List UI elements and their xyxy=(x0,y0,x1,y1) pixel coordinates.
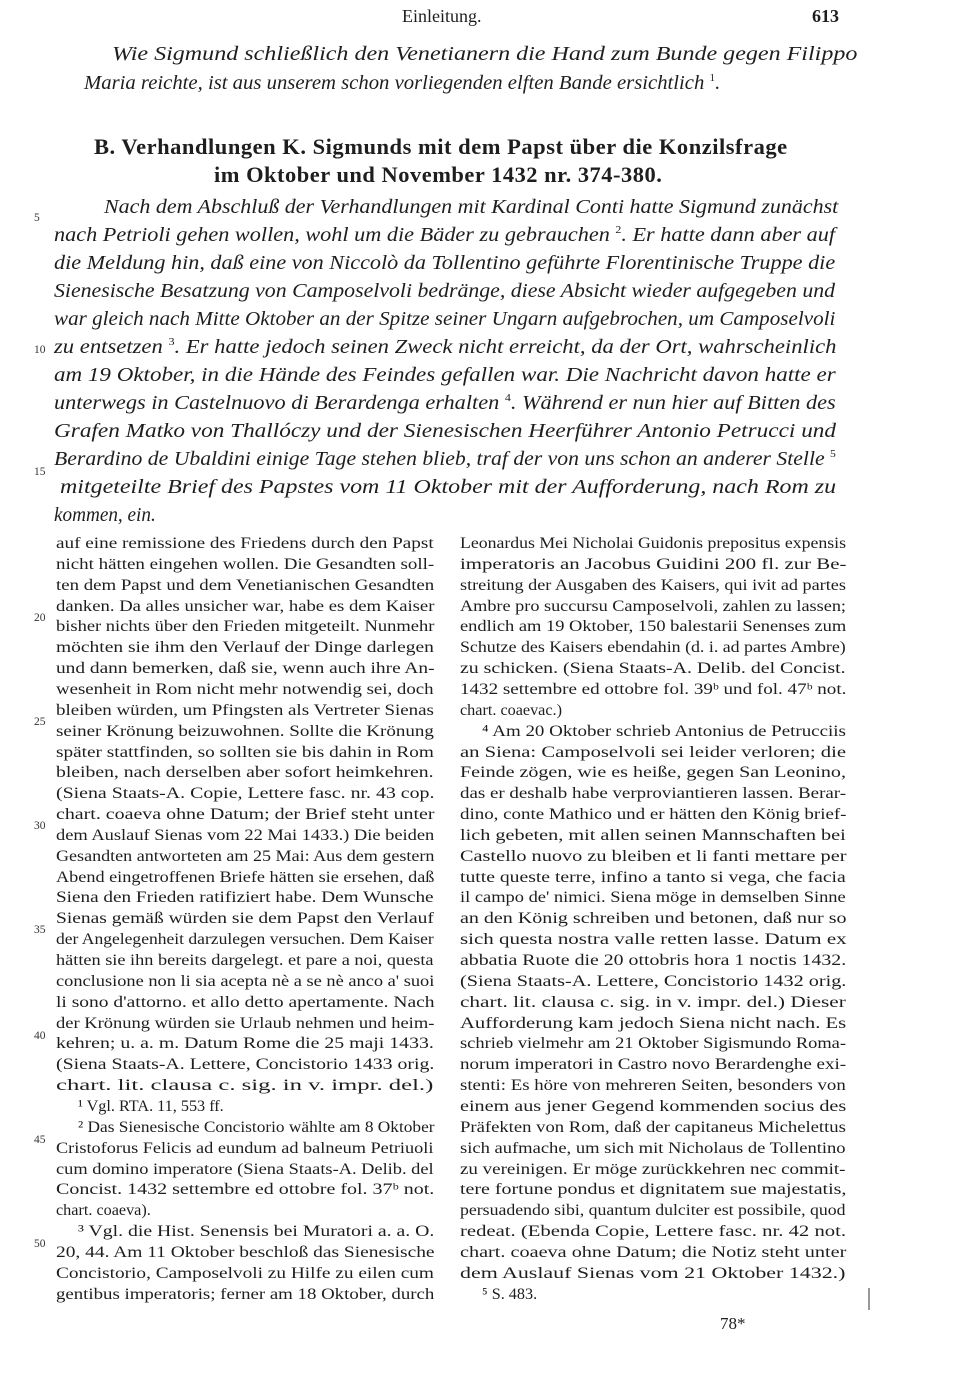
footnote-line: lich gebeten, mit allen seinen Mannschaften bei xyxy=(460,825,846,844)
footnote-line: il campo de' nimici. Siena möge in demselben Sinne xyxy=(460,888,846,907)
footnote-line: chart. coaeva). xyxy=(56,1201,151,1220)
footnote-line: ⁴ Am 20 Oktober schrieb Antonius de Petrucciis xyxy=(482,721,846,740)
text-run: war gleich nach Mitte Oktober an der Spitze seiner Ungarn aufgebrochen, um Camposelvoli xyxy=(54,308,836,330)
footnote-line: sich questa nostra valle retten lasse. Datum ex xyxy=(460,930,847,949)
footnote-line: ² Das Sienesische Concistorio wählte am 8 Oktober xyxy=(78,1117,435,1136)
footnote-line: einem aus jener Gegend kommenden socius des xyxy=(460,1096,847,1115)
line-number: 25 xyxy=(34,716,46,728)
footnote-line: cum domino imperatore (Siena Staats-A. Delib. del xyxy=(56,1159,434,1178)
text-run: Nach dem Abschluß der Verhandlungen mit Kardinal Conti hatte Sigmund zunächst xyxy=(104,196,839,218)
footnote-line: bleiben würden, um Pfingsten als Vertreter Sienas xyxy=(56,700,434,719)
line-number: 30 xyxy=(34,820,46,832)
text-run: Grafen Matko von Thallóczy und der Sienesischen Heerführer Antonio Petrucci und xyxy=(54,420,837,442)
signature-mark: 78* xyxy=(720,1314,746,1333)
footnote-line: bleiben, nach derselben aber sofort heimkehren. xyxy=(56,763,434,782)
footnote-line: abbatia Ruote die 20 ottobris hora 1 noctis 1432. xyxy=(460,951,847,969)
footnote-line: Aufforderung kam jedoch Siena nicht nach. Es xyxy=(460,1013,847,1032)
text-run: . Er hatte jedoch seinen Zweck nicht erreicht, da der Ort, wahrscheinlich xyxy=(174,336,837,358)
footnote-line: Gesandten antworteten am 25 Mai: Aus dem gestern xyxy=(56,846,435,865)
footnote-line: chart. lit. clausa c. sig. in v. impr. del.) Dieser xyxy=(460,992,846,1011)
footnote-line: redeat. (Ebenda Copie, Lettere fasc. nr. 42 not. xyxy=(460,1222,847,1241)
footnote-line: norum imperatori in Castro novo Berardenghe exi- xyxy=(460,1055,847,1074)
footnote-line: li sono d'attorno. et allo detto apertamente. Nach xyxy=(56,992,435,1011)
text-run: unterwegs in Castelnuovo di Berardenga erhalten xyxy=(54,392,505,414)
text-run: die Meldung hin, daß eine von Niccolò da Tollentino geführte Florentinische Truppe die xyxy=(54,252,836,274)
footnote-line: Castello nuovo zu bleiben et li fanti mettare per xyxy=(460,846,847,865)
footnote-line: chart. coaeva ohne Datum; die Notiz steht unter xyxy=(460,1242,847,1261)
footnote-ref: 5 xyxy=(830,448,836,461)
footnote-line: der Krönung würden sie Urlaub nehmen und heim- xyxy=(56,1013,435,1032)
footnote-line: Siena den Frieden ratifiziert habe. Dem Wunsche xyxy=(56,888,434,907)
footnote-ref: 4 xyxy=(504,392,511,405)
footnote-ref: 2 xyxy=(615,224,622,237)
text-run: Wie Sigmund schließlich den Venetianern die Hand zum Bunde gegen Filippo xyxy=(112,43,858,65)
footnote-line: seiner Krönung beizuwohnen. Sollte die Krönung xyxy=(56,721,434,740)
footnote-line: chart. coaevac.) xyxy=(460,700,562,719)
footnote-line: dem Auslauf Sienas vom 21 Oktober 1432.) xyxy=(460,1263,846,1282)
intro-line xyxy=(84,72,720,95)
text-run: Maria reichte, ist aus unserem schon vorliegenden elften Bande ersichtlich xyxy=(84,72,710,94)
footnote-line: Sienas gemäß würden sie dem Papst den Verlauf xyxy=(56,909,434,928)
footnote-line: zu schicken. (Siena Staats-A. Delib. del Concist. xyxy=(460,659,846,678)
footnote-line: (Siena Staats-A. Copie, Lettere fasc. nr. 43 cop. xyxy=(56,784,435,803)
footnote-line: Schutze des Kaisers ebendahin (d. i. ad partes Ambre) xyxy=(460,638,846,657)
footnote-line: an Siena: Camposelvoli sei leider verloren; die xyxy=(460,742,846,761)
footnote-line: tere fortune pondus et dignitatem sue majestatis, xyxy=(460,1180,847,1199)
body-line xyxy=(104,196,838,219)
footnote-line: das er deshalb habe verproviantieren lassen. Berar- xyxy=(460,784,847,803)
footnote-ref: 1 xyxy=(709,72,716,85)
footnote-line: Abend eingetroffenen Briefe hätten sie ersehen, daß xyxy=(56,867,435,886)
line-number: 35 xyxy=(34,924,46,936)
footnote-line: gentibus imperatoris; ferner am 18 Oktober, durch xyxy=(56,1284,435,1303)
footnote-ref: 3 xyxy=(168,336,175,349)
footnote-line: sich aufmache, um sich mit Nicholaus de Tollentino xyxy=(460,1138,846,1157)
footnote-line: auf eine remissione des Friedens durch den Papst xyxy=(56,534,434,552)
running-title: Einleitung. xyxy=(402,6,482,26)
body-line xyxy=(54,448,836,471)
body-line xyxy=(54,252,835,275)
body-line xyxy=(54,420,836,443)
footnote-line: streitung der Ausgaben des Kaisers, qui ivit ad partes xyxy=(460,575,846,594)
footnote-line: später stattfinden, so sollten sie bis dahin in Rom xyxy=(56,742,434,761)
footnote-line: dino, conte Mathico und er hätten den König brief- xyxy=(460,805,847,824)
line-number: 15 xyxy=(34,466,46,478)
body-line xyxy=(54,336,837,359)
text-run: nach Petrioli gehen wollen, wohl um die Bäder zu gebrauchen xyxy=(54,224,616,246)
footnote-line: (Siena Staats-A. Lettere, Concistorio 1432 orig. xyxy=(460,971,847,990)
body-line xyxy=(54,224,835,247)
line-number: 40 xyxy=(34,1030,46,1042)
text-run: . Während er nun hier auf Bitten des xyxy=(510,392,836,414)
body-line xyxy=(54,280,835,303)
body-line xyxy=(54,308,835,331)
body-line xyxy=(54,392,836,415)
body-line xyxy=(54,504,156,527)
text-run: zu entsetzen xyxy=(54,336,169,358)
footnote-line: an den König schreiben und betonen, daß nur so xyxy=(460,909,847,928)
line-number: 5 xyxy=(34,212,40,224)
text-run: Berardino de Ubaldini einige Tage stehen blieb, traf der von uns schon an anderer Stelle xyxy=(54,448,831,470)
scan-mark xyxy=(868,1288,870,1310)
footnote-line: Feinde zögen, wie es heiße, gegen San Leonino, xyxy=(460,763,846,782)
footnote-line: hätten sie ihn bereits dargelegt. et pare a noi, questa xyxy=(56,951,434,969)
section-title-line: B. Verhandlungen K. Sigmunds mit dem Papst über die Konzilsfrage xyxy=(94,134,788,159)
footnote-line: Cristoforus Felicis ad eundum ad balneum Petriuoli xyxy=(56,1138,434,1157)
footnote-line: Ambre pro succursu Camposelvoli, zahlen zu lassen; xyxy=(460,596,846,615)
text-run: . Er hatte dann aber auf xyxy=(621,224,836,246)
page-number: 613 xyxy=(812,6,839,26)
footnote-line: Concistorio, Camposelvoli zu Hilfe zu eilen cum xyxy=(56,1263,434,1282)
footnote-line: zu vereinigen. Er möge zurückkehren nec commit- xyxy=(460,1159,846,1178)
text-run: Sienesische Besatzung von Camposelvoli bedränge, diese Absicht wieder aufgegeben und xyxy=(54,280,836,302)
footnote-line: Leonardus Mei Nicholai Guidonis prepositus expensis xyxy=(460,534,847,552)
footnote-line: der Angelegenheit darzulegen versuchen. Dem Kaiser xyxy=(56,930,434,949)
footnote-line: Concist. 1432 settembre ed ottobre fol. 37ᵇ not. xyxy=(56,1180,435,1199)
line-number: 20 xyxy=(34,612,46,624)
text-run: mitgeteilte Brief des Papstes vom 11 Oktober mit der Aufforderung, nach Rom zu xyxy=(60,476,837,498)
body-line xyxy=(54,364,836,387)
footnote-line: Präfekten von Rom, daß der capitaneus Michelettus xyxy=(460,1117,846,1136)
footnote-line: kehren; u. a. m. Datum Rome die 25 maji 1433. xyxy=(56,1034,434,1053)
body-line xyxy=(60,476,836,499)
text-run: kommen, ein. xyxy=(54,504,156,526)
footnote-line: stenti: Es höre von mehreren Seiten, besonders von xyxy=(460,1076,846,1095)
footnote-line: tutte queste terre, infino a tanto si vega, che facia xyxy=(460,867,846,886)
line-number: 50 xyxy=(34,1238,46,1250)
footnote-line: möchten sie ihm den Verlauf der Dinge darlegen xyxy=(56,638,434,657)
footnote-line: und dann bemerken, daß sie, wenn auch ihre An- xyxy=(56,659,435,678)
footnote-line: bisher nichts über den Frieden mitgeteilt. Nunmehr xyxy=(56,617,435,636)
footnote-line: (Siena Staats-A. Lettere, Concistorio 1433 orig. xyxy=(56,1055,435,1074)
footnote-line: dem Auslauf Sienas vom 22 Mai 1433.) Die beiden xyxy=(56,825,435,844)
footnote-line: ⁵ S. 483. xyxy=(482,1284,538,1303)
footnote-line: persuadendo sibi, quantum dulciter est possibile, quod xyxy=(460,1201,846,1220)
footnote-line: danken. Da alles unsicher war, habe es dem Kaiser xyxy=(56,596,435,615)
text-run: am 19 Oktober, in die Hände des Feindes gefallen war. Die Nachricht davon hatte er xyxy=(54,364,836,386)
footnote-line: conclusione non li sia acepta nè a se nè anco a' suoi xyxy=(56,971,435,990)
footnote-line: chart. coaeva ohne Datum; der Brief steht unter xyxy=(56,805,435,824)
line-number: 45 xyxy=(34,1134,46,1146)
footnote-line: ¹ Vgl. RTA. 11, 553 ff. xyxy=(78,1096,224,1115)
footnote-line: nicht hätten eingehen wollen. Die Gesandten soll- xyxy=(56,554,435,573)
footnote-line: 20, 44. Am 11 Oktober beschloß das Sienesische xyxy=(56,1242,435,1261)
footnote-line: schrieb vielmehr am 21 Oktober Sigismundo Roma- xyxy=(460,1034,846,1053)
footnote-line: endlich am 19 Oktober, 150 balestarii Senenses zum xyxy=(460,617,847,636)
line-number: 10 xyxy=(34,344,46,356)
text-run: . xyxy=(715,72,721,94)
footnote-line: ten dem Papst und dem Venetianischen Gesandten xyxy=(56,575,435,594)
section-title-line: im Oktober und November 1432 nr. 374-380. xyxy=(214,162,663,187)
footnote-line: wesenheit in Rom nicht mehr notwendig sei, doch xyxy=(56,679,434,698)
footnote-line: 1432 settembre ed ottobre fol. 39ᵇ und fol. 47ᵇ not. xyxy=(460,679,847,698)
footnote-line: imperatoris an Jacobus Guidini 200 fl. zur Be- xyxy=(460,554,847,573)
intro-line xyxy=(112,43,857,66)
footnote-line: ³ Vgl. die Hist. Senensis bei Muratori a. a. O. xyxy=(78,1222,435,1241)
footnote-line: chart. lit. clausa c. sig. in v. impr. del.) xyxy=(56,1076,434,1095)
